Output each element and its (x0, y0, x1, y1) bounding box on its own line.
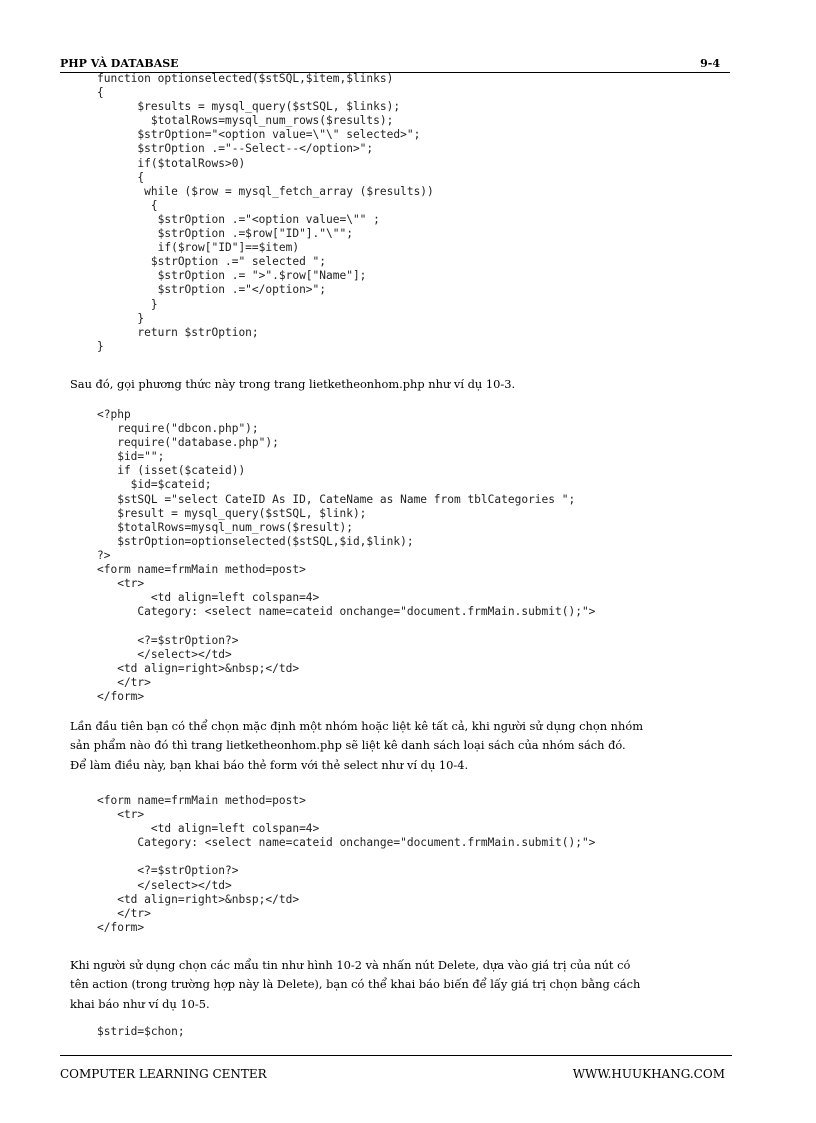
footer-divider (60, 1055, 732, 1056)
paragraph-line: Để làm điều này, bạn khai báo thẻ form với thẻ select như ví dụ 10-4. (70, 757, 469, 772)
page-footer (60, 1067, 725, 1083)
paragraph-intro-example-10-5 (70, 956, 728, 1014)
code-block-example-10-4: <form name=frmMain method=post> <tr> <td align=left colspan=4> Category: <select name=cateid onchange="document.frmMain.submit();"> <?=$strOption?> </select></td> <td align=right>&nbsp;</td> </tr> </form> (97, 794, 596, 934)
paragraph-intro-example-10-4 (70, 717, 728, 775)
paragraph-line: tên action (trong trường hợp này là Delete), bạn có thể khai báo biến để lấy giá trị chọn bằng cách (70, 977, 641, 992)
footer-website: WWW.HUUKHANG.COM (572, 1067, 725, 1081)
header-title: PHP VÀ DATABASE (60, 57, 179, 70)
paragraph-line: Khi người sử dụng chọn các mẩu tin như hình 10-2 và nhấn nút Delete, dựa vào giá trị của nút có (70, 958, 631, 972)
code-block-example-10-3: <?php require("dbcon.php"); require("database.php"); $id=""; if (isset($cateid)) $id=$cateid; $stSQL ="select CateID As ID, CateName as Name from tblCategories "; $result = mysql_query($stSQL, $link); $totalRows=mysql_num_rows($result); $strOption=optionselected($stSQL,$id,$link); ?> <form name=frmMain method=post> <tr> <td align=left colspan=4> Category: <select name=cateid onchange="document.frmMain.submit();"> <?=$strOption?> </select></td> <td align=right>&nbsp;</td> </tr> </form> (97, 408, 596, 703)
paragraph-line: Lần đầu tiên bạn có thể chọn mặc định một nhóm hoặc liệt kê tất cả, khi người sử dụng chọn nhóm (70, 719, 644, 733)
code-block-example-10-5: $strid=$chon; (97, 1025, 185, 1038)
paragraph-line: sản phẩm nào đó thì trang lietketheonhom.php sẽ liệt kê danh sách loại sách của nhóm sách đó. (70, 738, 626, 753)
code-block-optionselected: function optionselected($stSQL,$item,$links) { $results = mysql_query($stSQL, $links); $totalRows=mysql_num_rows($results); $strOption="<option value=\"\" selected>"; $strOption .="--Select--</option>"; if($totalRows>0) { while ($row = mysql_fetch_array ($results)) { $strOption .="<option value=\"" ; $strOption .=$row["ID"]."\""; if($row["ID"]==$item) $strOption .=" selected "; $strOption .= ">".$row["Name"]; $strOption .="</option>"; } } return $strOption; } (97, 72, 434, 353)
paragraph-line: khai báo như ví dụ 10-5. (70, 996, 210, 1011)
header-page-number: 9-4 (700, 57, 720, 70)
paragraph-intro-example-10-3: Sau đó, gọi phương thức này trong trang lietketheonhom.php như ví dụ 10-3. (70, 377, 516, 391)
page-header (60, 57, 730, 73)
footer-left-text: COMPUTER LEARNING CENTER (60, 1067, 267, 1081)
